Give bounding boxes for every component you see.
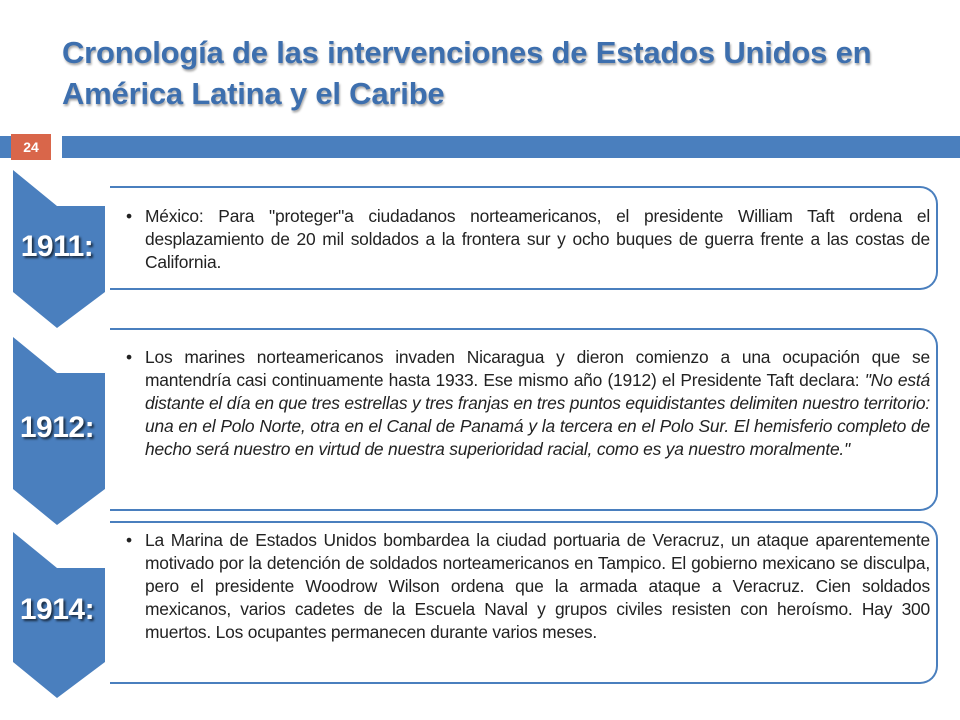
- timeline-quote-1912: "No está distante el día en que tres estrellas y tres franjas en tres puntos equidistantes delimiten nuestro territorio: una en el Polo Norte, otra en el Canal de Panamá y la tercera en el Polo Sur. El hemisferio completo de hecho será nuestro en virtud de nuestra superioridad racial, como es ya nuestro moralmente.": [145, 370, 930, 459]
- bullet-icon: •: [126, 347, 132, 367]
- timeline-chevron-1911: [13, 170, 105, 328]
- timeline-text-1912-body: Los marines norteamericanos invaden Nicaragua y dieron comienzo a una ocupación que se mantendría casi continuamente hasta 1933. Ese mismo año (1912) el Presidente Taft declara:: [145, 347, 930, 390]
- timeline-year-1914: 1914:: [19, 593, 95, 626]
- timeline-card-1912: [110, 328, 938, 511]
- timeline-text-1912: [110, 346, 936, 461]
- header-bar-left: [0, 136, 11, 158]
- bullet-icon: •: [126, 206, 132, 226]
- timeline-card-1914: [110, 521, 938, 684]
- bullet-icon: •: [126, 530, 132, 550]
- header-bar-right: [62, 136, 960, 158]
- timeline-chevron-1912: [13, 337, 105, 525]
- timeline-card-1911: [110, 186, 938, 290]
- timeline-text-1914: [110, 529, 936, 644]
- slide-number: 24: [11, 134, 51, 160]
- timeline-chevron-1914: [13, 532, 105, 698]
- timeline-year-1911: 1911:: [20, 230, 94, 263]
- timeline-text-1911: [110, 205, 936, 274]
- slide-title: Cronología de las intervenciones de Estados Unidos en América Latina y el Caribe: [62, 35, 872, 111]
- timeline-text-1914-body: La Marina de Estados Unidos bombardea la ciudad portuaria de Veracruz, un ataque aparentemente motivado por la detención de soldados norteamericanos en Tampico. El gobierno mexicano se disculpa, pero el presidente Woodrow Wilson ordena que la armada ataque a Veracruz. Cien soldados mexicanos, varios cadetes de la Escuela Naval y grupos civiles resisten con heroísmo. Hay 300 muertos. Los ocupantes permanecen durante varios meses.: [145, 530, 930, 642]
- timeline-text-1911-body: México: Para "proteger"a ciudadanos norteamericanos, el presidente William Taft ordena el desplazamiento de 20 mil soldados a la frontera sur y ocho buques de guerra frente a las costas de California.: [145, 206, 930, 272]
- timeline-year-1912: 1912:: [19, 411, 95, 444]
